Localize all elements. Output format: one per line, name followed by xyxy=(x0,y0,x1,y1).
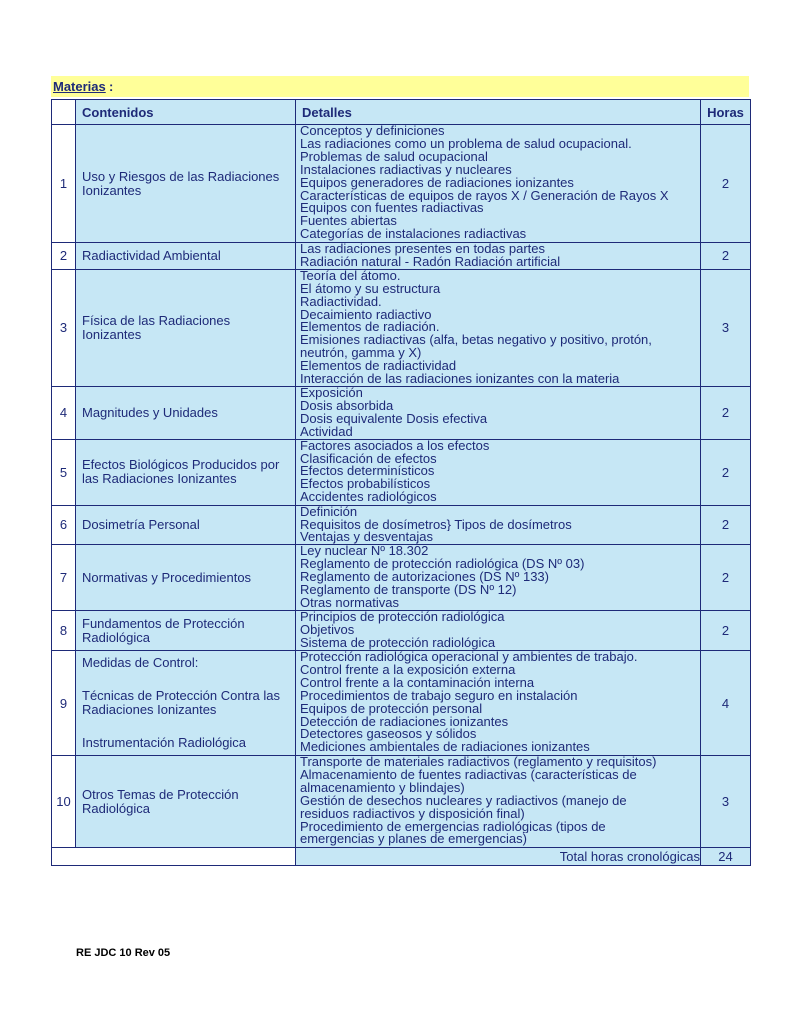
detalle-line: Procedimiento de emergencias radiológicas (tipos de xyxy=(300,820,606,834)
row-detalles xyxy=(296,545,701,611)
row-horas: 3 xyxy=(701,756,751,848)
detalle-line: Efectos determinísticos xyxy=(300,465,435,479)
contenido-line: las Radiaciones Ionizantes xyxy=(82,471,237,487)
detalle-line: Características de equipos de rayos X / Generación de Rayos X xyxy=(300,189,669,203)
row-horas: 2 xyxy=(701,611,751,651)
detalle-line: Fuentes abiertas xyxy=(300,215,397,229)
row-contenido xyxy=(76,386,296,439)
contenido-line: Normativas y Procedimientos xyxy=(82,569,252,585)
detalle-line: Radiactividad. xyxy=(300,295,382,309)
contenido-line: Ionizantes xyxy=(82,182,142,198)
table-body xyxy=(52,125,751,866)
row-number: 4 xyxy=(52,386,76,439)
row-horas: 4 xyxy=(701,651,751,756)
materias-table xyxy=(51,99,751,866)
total-spacer xyxy=(52,848,296,866)
detalle-line: Mediciones ambientales de radiaciones ionizantes xyxy=(300,741,590,755)
detalle-line: Categorías de instalaciones radiactivas xyxy=(300,228,527,242)
contenido-line: Radiaciones Ionizantes xyxy=(82,702,217,718)
detalle-line: Equipos con fuentes radiactivas xyxy=(300,202,484,216)
table-header-row xyxy=(52,100,751,125)
row-number: 8 xyxy=(52,611,76,651)
row-detalles xyxy=(296,243,701,270)
detalle-line: residuos radiactivos y disposición final) xyxy=(300,807,525,821)
row-detalles xyxy=(296,611,701,651)
detalle-line: Equipos de protección personal xyxy=(300,702,483,716)
contenido-line: Radiológica xyxy=(82,800,150,816)
detalle-line: Gestión de desechos nucleares y radiactivos (manejo de xyxy=(300,794,627,808)
table-row xyxy=(52,651,751,756)
detalle-line: Dosis equivalente Dosis efectiva xyxy=(300,412,488,426)
detalle-line: Reglamento de transporte (DS Nº 12) xyxy=(300,584,517,597)
row-detalles xyxy=(296,756,701,848)
contenido-line: Radiológica xyxy=(82,629,150,645)
row-horas: 2 xyxy=(701,386,751,439)
detalle-line: Efectos probabilísticos xyxy=(300,478,431,492)
detalle-line: Detectores gaseosos y sólidos xyxy=(300,728,477,742)
detalle-line: Ventajas y desventajas xyxy=(300,531,433,545)
header-number-cell xyxy=(52,100,76,125)
detalle-line: Conceptos y definiciones xyxy=(300,125,445,138)
contenido-line: Uso y Riesgos de las Radiaciones xyxy=(82,168,280,184)
detalle-line: almacenamiento y blindajes) xyxy=(300,781,465,795)
header-horas: Horas xyxy=(701,100,751,125)
row-number: 6 xyxy=(52,505,76,545)
row-detalles xyxy=(296,125,701,243)
row-contenido xyxy=(76,756,296,848)
detalle-line: Elementos de radiactividad xyxy=(300,360,457,374)
row-contenido xyxy=(76,439,296,505)
contenido-spacer xyxy=(82,670,291,689)
detalle-line: Procedimientos de trabajo seguro en instalación xyxy=(300,689,578,703)
detalle-line: Teoría del átomo. xyxy=(300,269,401,283)
detalle-line: Dosis absorbida xyxy=(300,399,394,413)
detalle-line: Interacción de las radiaciones ionizantes con la materia xyxy=(300,373,620,386)
total-value: 24 xyxy=(701,848,751,866)
row-detalles xyxy=(296,651,701,756)
detalle-line: Transporte de materiales radiactivos (reglamento y requisitos) xyxy=(300,756,657,769)
row-contenido xyxy=(76,651,296,756)
contenido-line: Medidas de Control: xyxy=(82,655,199,671)
row-horas: 2 xyxy=(701,439,751,505)
row-number: 5 xyxy=(52,439,76,505)
detalle-line: Emisiones radiactivas (alfa, betas negativo y positivo, protón, xyxy=(300,334,652,348)
detalle-line: Control frente a la contaminación interna xyxy=(300,676,535,690)
total-row xyxy=(52,848,751,866)
row-detalles xyxy=(296,269,701,386)
detalle-line: Actividad xyxy=(300,425,353,439)
header-contenidos: Contenidos xyxy=(76,100,296,125)
contenido-line: Física de las Radiaciones xyxy=(82,312,231,328)
total-label: Total horas cronológicas xyxy=(296,848,701,866)
detalle-line: Exposición xyxy=(300,386,363,400)
table-row xyxy=(52,439,751,505)
row-detalles xyxy=(296,386,701,439)
section-title: Materias xyxy=(53,79,106,94)
detalle-line: Reglamento de protección radiológica (DS Nº 03) xyxy=(300,558,585,572)
row-detalles xyxy=(296,505,701,545)
row-contenido xyxy=(76,125,296,243)
contenido-line: Magnitudes y Unidades xyxy=(82,404,218,420)
detalle-line: Instalaciones radiactivas y nucleares xyxy=(300,163,512,177)
detalle-line: Equipos generadores de radiaciones ionizantes xyxy=(300,176,574,190)
detalle-line: El átomo y su estructura xyxy=(300,282,441,296)
section-banner xyxy=(51,76,749,97)
detalle-line: Factores asociados a los efectos xyxy=(300,439,490,453)
detalle-line: Las radiaciones como un problema de salud ocupacional. xyxy=(300,137,632,151)
row-contenido xyxy=(76,243,296,270)
contenido-line: Dosimetría Personal xyxy=(82,516,200,532)
document-code: RE JDC 10 Rev 05 xyxy=(76,947,171,959)
table-row xyxy=(52,125,751,243)
row-number: 2 xyxy=(52,243,76,270)
row-contenido xyxy=(76,611,296,651)
contenido-line: Fundamentos de Protección xyxy=(82,615,245,631)
row-contenido xyxy=(76,545,296,611)
detalle-line: emergencias y planes de emergencias) xyxy=(300,833,527,847)
row-number: 9 xyxy=(52,651,76,756)
detalle-line: Protección radiológica operacional y ambientes de trabajo. xyxy=(300,651,638,664)
detalle-line: Accidentes radiológicos xyxy=(300,491,437,505)
detalle-line: Control frente a la exposición externa xyxy=(300,663,516,677)
row-number: 1 xyxy=(52,125,76,243)
contenido-line: Instrumentación Radiológica xyxy=(82,735,247,751)
detalle-line: Las radiaciones presentes en todas partes xyxy=(300,243,545,256)
table-row xyxy=(52,386,751,439)
contenido-line: Efectos Biológicos Producidos por xyxy=(82,457,280,473)
row-contenido xyxy=(76,505,296,545)
detalle-line: Requisitos de dosímetros} Tipos de dosímetros xyxy=(300,518,572,532)
contenido-spacer xyxy=(82,717,291,736)
row-horas: 2 xyxy=(701,125,751,243)
contenido-line: Ionizantes xyxy=(82,326,142,342)
detalle-line: Principios de protección radiológica xyxy=(300,611,505,625)
table-row xyxy=(52,545,751,611)
table-row xyxy=(52,756,751,848)
detalle-line: Sistema de protección radiológica xyxy=(300,637,496,651)
section-title-colon: : xyxy=(109,79,114,94)
row-detalles xyxy=(296,439,701,505)
row-horas: 3 xyxy=(701,269,751,386)
row-number: 10 xyxy=(52,756,76,848)
detalle-line: neutrón, gamma y X) xyxy=(300,347,422,361)
row-contenido xyxy=(76,269,296,386)
detalle-line: Clasificación de efectos xyxy=(300,452,437,466)
table-row xyxy=(52,243,751,270)
row-horas: 2 xyxy=(701,505,751,545)
contenido-line: Radiactividad Ambiental xyxy=(82,247,221,263)
detalle-line: Definición xyxy=(300,505,358,519)
detalle-line: Ley nuclear Nº 18.302 xyxy=(300,545,429,559)
detalle-line: Radiación natural - Radón Radiación artificial xyxy=(300,255,561,269)
detalle-line: Objetivos xyxy=(300,624,355,638)
table-row xyxy=(52,611,751,651)
contenido-line: Técnicas de Protección Contra las xyxy=(82,688,280,704)
detalle-line: Detección de radiaciones ionizantes xyxy=(300,715,509,729)
detalle-line: Almacenamiento de fuentes radiactivas (características de xyxy=(300,768,637,782)
detalle-line: Elementos de radiación. xyxy=(300,321,440,335)
detalle-line: Problemas de salud ocupacional xyxy=(300,150,488,164)
contenido-line: Otros Temas de Protección xyxy=(82,786,239,802)
table-row xyxy=(52,269,751,386)
row-horas: 2 xyxy=(701,243,751,270)
row-number: 7 xyxy=(52,545,76,611)
table-row xyxy=(52,505,751,545)
detalle-line: Reglamento de autorizaciones (DS Nº 133) xyxy=(300,571,549,585)
row-horas: 2 xyxy=(701,545,751,611)
row-number: 3 xyxy=(52,269,76,386)
detalle-line: Decaimiento radiactivo xyxy=(300,308,432,322)
detalle-line: Otras normativas xyxy=(300,596,399,610)
header-detalles: Detalles xyxy=(296,100,701,125)
